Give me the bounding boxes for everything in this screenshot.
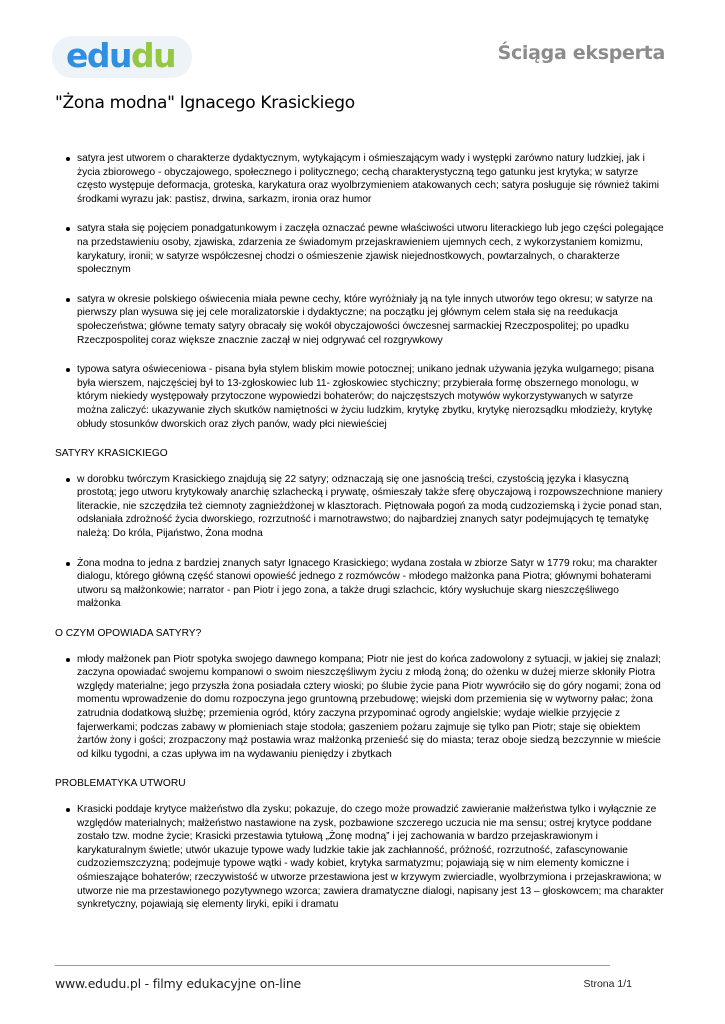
document-title: "Żona modna" Ignacego Krasickiego [55, 93, 355, 113]
list-item: Krasicki poddaje krytyce małżeństwo dla zysku; pokazuje, do czego może prowadzić zawieranie małżeństwa tylko i wyłącznie ze względów materialnych; małżeństwo nastawione na zysk, pozbawione szczerego uczucia nie ma sensu; ostrej krytyce poddane zostało tzw. modne życie; Krasicki przestawia tytułową „Żonę modną” i jej zachowania w bardzo przejaskrawionym i karykaturalnym świetle; utwór ukazuje typowe wady ludzkie takie jak zachłanność, próżność, rozrzutność, zafascynowanie cudzoziemszczyzną; podejmuje typowe wątki - wady kobiet, krytyka sarmatyzmu; pojawiają się w nim elementy komiczne i ośmieszające bohaterów; rzeczywistość w utworze przestawiona jest w krzywym zwierciadle, wyolbrzymiona i przejaskrawiona; w utworze nie ma przestawionego pozytywnego wzorca; zawiera dramatyczne dialogi, napisany jest 13 – głoskowcem; ma charakter synkretyczny, pojawiają się elementy liryki, epiki i dramatu [55, 803, 665, 912]
footer-site-link[interactable]: www.edudu.pl - filmy edukacyjne on-line [55, 976, 302, 991]
list-item: Żona modna to jedna z bardziej znanych satyr Ignacego Krasickiego; wydana została w zbiorze Satyr w 1779 roku; ma charakter dialogu, którego główną część stanowi opowieść jednego z rozmówców - młodego małżonka pana Piotra; głównymi bohaterami utworu są małżonkowie; narrator - pan Piotr i jego zona, a także drugi szlachcic, który wysłuchuje skarg nieszczęśliwego małżonka [55, 557, 665, 611]
logo-text [66, 34, 175, 78]
edudu-logo[interactable] [52, 32, 202, 80]
list-item: satyra jest utworem o charakterze dydaktycznym, wytykającym i ośmieszającym wady i występki zarówno natury ludzkiej, jak i życia zbiorowego - obyczajowego, społecznego i politycznego; cechą charakterystyczną tego gatunku jest krytyka; w satyrze często występuje deformacja, groteska, karykatura oraz wyolbrzymieniem atakowanych cech; satyra posługuje się również takimi środkami wyrazu jak: pastisz, drwina, sarkazm, ironia oraz humor [55, 152, 665, 206]
document-content [55, 152, 665, 928]
section-heading-problematyka: PROBLEMATYKA UTWORU [55, 778, 186, 790]
footer-page-number: Strona 1/1 [583, 978, 632, 990]
section-heading-satyry-krasickiego: SATYRY KRASICKIEGO [55, 448, 168, 460]
logo-text-part2: du [131, 36, 176, 75]
list-item: satyra w okresie polskiego oświecenia miała pewne cechy, które wyróżniały ją na tyle innych utworów tego okresu; w satyrze na pierwszy plan wysuwa się jej cele moralizatorskie i dydaktyczne; na początku jej głównym celem stała się na reedukacja społeczeństwa; główne tematy satyry obracały się wokół obyczajowości ówczesnej sarmackiej Rzeczpospolitej; po upadku Rzeczpospolitej coraz większe znacznie zaczął w niej odgrywać cel rozgrywkowy [55, 293, 665, 347]
intro-bullet-list [55, 152, 665, 431]
list-item: typowa satyra oświeceniowa - pisana była stylem bliskim mowie potocznej; unikano jednak używania języka wulgarnego; pisana była wierszem, najczęściej był to 13-zgłoskowiec lub 11- zgłoskowiec stychiczny; przybierała formę obszernego monologu, w którym niekiedy występowały przytoczone wypowiedzi bohaterów; do najczęstszych motywów wykorzystywanych w satyrze można zaliczyć: ukazywanie złych skutków namiętności w życiu ludzkim, krytykę zbytku, krytykę nierozsądku młodzieży, krytykę obłudy stosunków dworskich oraz złych panów, wady płci niewieściej [55, 363, 665, 431]
list-item: młody małżonek pan Piotr spotyka swojego dawnego kompana; Piotr nie jest do końca zadowolony z sytuacji, w jakiej się znalazł; zaczyna opowiadać swojemu kompanowi o swoim nieszczęśliwym życiu z młodą żoną; do ożenku w dużej mierze skłoniły Piotra względy materialne; jego przyszła żona posiadała cztery wioski; po ślubie życie pana Piotr wywróciło się do góry nogami; żona od momentu wprowadzenie do domu rozpoczyna jego gruntowną przebudowę; wiejski dom przemienia się w wytworny pałac; żona zatrudnia dodatkową służbę; przemienia ogród, który zaczyna przypominać ogrody angielskie; wydaje wielkie przyjęcie z fajerwerkami; podczas zabawy w płomieniach staje stodoła; gaszeniem pożaru zajmuje się tylko pan Piotr; staje się obiektem żartów żony i gości; zrozpaczony mąż postawia wraz małżonką przenieść się do miasta; teraz oboje siedzą bezczynnie w mieście od kilku tygodni, a czas upływa im na wydawaniu pieniędzy i zbytkach [55, 653, 665, 762]
section-bullet-list [55, 803, 665, 912]
logo-text-part1: edu [66, 36, 131, 75]
section-heading-o-czym-opowiada: O CZYM OPOWIADA SATYRY? [55, 628, 202, 640]
section-bullet-list [55, 653, 665, 762]
list-item: w dorobku twórczym Krasickiego znajdują się 22 satyry; odznaczają się one jasnością treści, czystością języka i klasyczną prostotą; jego utworu krytykowały anarchię szlachecką i prywatę, ośmieszały także sferę obyczajową i rozpowszechnione maniery literackie, nie szczędziła też ciemnoty zagnieżdżonej w klasztorach. Piętnowała pogoń za modą cudzoziemską i życie ponad stan, odsłaniała zdrożność życia dworskiego, rozrzutność i marnotrawstwo; do najbardziej znanych satyr podejmujących tę tematykę należą: Do króla, Pijaństwo, Żona modna [55, 473, 665, 541]
footer-divider [55, 965, 610, 966]
section-bullet-list [55, 473, 665, 611]
list-item: satyra stała się pojęciem ponadgatunkowym i zaczęła oznaczać pewne właściwości utworu literackiego lub jego części polegające na przedstawieniu osoby, zjawiska, zdarzenia ze świadomym przejaskrawieniem ujemnych cech, z wykorzystaniem komizmu, karykatury, ironii; w satyrze współczesnej chodzi o ośmieszenie zjawisk niejednostkowych, powtarzalnych, o charakterze społecznym [55, 222, 665, 276]
header-tagline: Ściąga eksperta [497, 42, 665, 64]
